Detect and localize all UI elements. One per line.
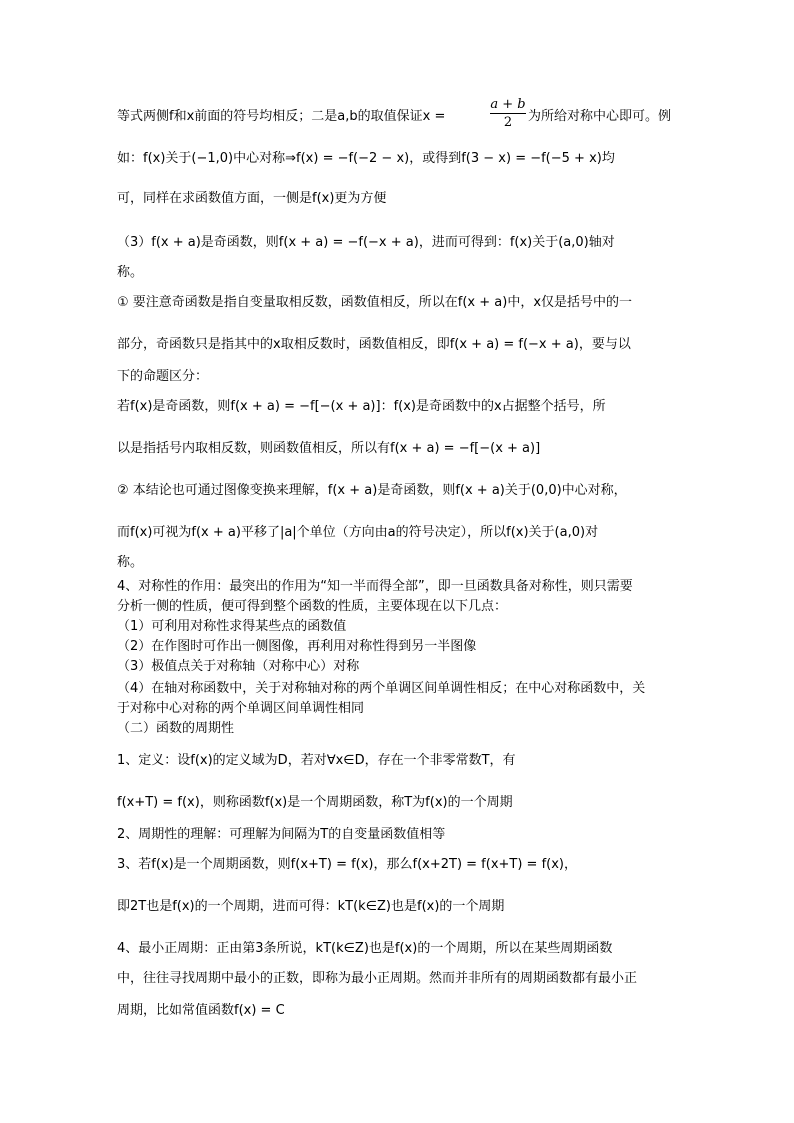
text-line-23: f(x+T) = f(x)，则称函数f(x)是一个周期函数，称T为f(x)的一个周期 — [117, 795, 513, 810]
text-line-5: 称。 — [117, 265, 144, 280]
text-line-1a: 等式两侧f和x前面的符号均相反；二是a,b的取值保证x = — [117, 109, 446, 124]
text-line-18: （3）极值点关于对称轴（对称中心）对称 — [117, 659, 360, 674]
text-line-16: （1）可利用对称性求得某些点的函数值 — [117, 619, 347, 634]
text-line-15: 分析一侧的性质，便可得到整个函数的性质，主要体现在以下几点： — [117, 599, 508, 614]
text-line-22: 1、定义：设f(x)的定义域为D，若对∀x∈D，存在一个非零常数T，有 — [117, 753, 516, 768]
text-line-12: 而f(x)可视为f(x + a)平移了|a|个单位（方向由a的符号决定），所以f(x)关于(a,0)对 — [117, 525, 599, 540]
fraction-denominator: 2 — [503, 115, 513, 130]
text-line-29: 周期，比如常值函数f(x) = C — [117, 1003, 285, 1018]
text-line-17: （2）在作图时可作出一侧图像，再利用对称性得到另一半图像 — [117, 639, 477, 654]
text-line-4: （3）f(x + a)是奇函数，则f(x + a) = −f(−x + a)，进而可得到：f(x)关于(a,0)轴对 — [117, 235, 615, 250]
text-line-11: ② 本结论也可通过图像变换来理解，f(x + a)是奇函数，则f(x + a)关于(0,0)中心对称， — [117, 483, 627, 498]
text-line-19: （4）在轴对称函数中，关于对称轴对称的两个单调区间单调性相反；在中心对称函数中，关 — [117, 681, 646, 696]
text-line-26: 即2T也是f(x)的一个周期，进而可得：kT(k∈Z)也是f(x)的一个周期 — [117, 899, 505, 914]
text-line-28: 中，往往寻找周期中最小的正数，即称为最小正周期。然而并非所有的周期函数都有最小正 — [117, 971, 638, 986]
text-line-7: 部分，奇函数只是指其中的x取相反数时，函数值相反，即f(x + a) = f(−x + a)，要与以 — [117, 337, 631, 352]
text-line-10: 以是指括号内取相反数，则函数值相反，所以有f(x + a) = −f[−(x + a)] — [117, 441, 541, 456]
fraction-numerator: a + b — [490, 97, 526, 112]
text-line-20: 于对称中心对称的两个单调区间单调性相同 — [117, 701, 365, 716]
text-line-3: 可，同样在求函数值方面，一侧是f(x)更为方便 — [117, 191, 387, 206]
text-line-8: 下的命题区分： — [117, 369, 209, 384]
text-line-1b: 为所给对称中心即可。例 — [528, 109, 672, 124]
text-line-27: 4、最小正周期：正由第3条所说，kT(k∈Z)也是f(x)的一个周期，所以在某些周期函数 — [117, 941, 613, 956]
text-line-14: 4、对称性的作用：最突出的作用为“知一半而得全部”，即一旦函数具备对称性，则只需要 — [117, 579, 633, 594]
text-line-6: ① 要注意奇函数是指自变量取相反数，函数值相反，所以在f(x + a)中，x仅是括号中的一 — [117, 295, 633, 310]
text-line-24: 2、周期性的理解：可理解为间隔为T的自变量函数值相等 — [117, 827, 446, 842]
text-line-25: 3、若f(x)是一个周期函数，则f(x+T) = f(x)，那么f(x+2T) = f(x+T) = f(x)， — [117, 857, 577, 872]
text-line-9: 若f(x)是奇函数，则f(x + a) = −f[−(x + a)]：f(x)是奇函数中的x占据整个括号，所 — [117, 399, 606, 414]
section-heading-periodicity: （二）函数的周期性 — [117, 721, 235, 736]
fraction-bar — [490, 113, 526, 114]
text-line-2: 如：f(x)关于(−1,0)中心对称⇒f(x) = −f(−2 − x)，或得到f(3 − x) = −f(−5 + x)均 — [117, 151, 615, 166]
fraction-a-plus-b-over-2 — [490, 97, 526, 130]
text-line-13: 称。 — [117, 555, 144, 570]
